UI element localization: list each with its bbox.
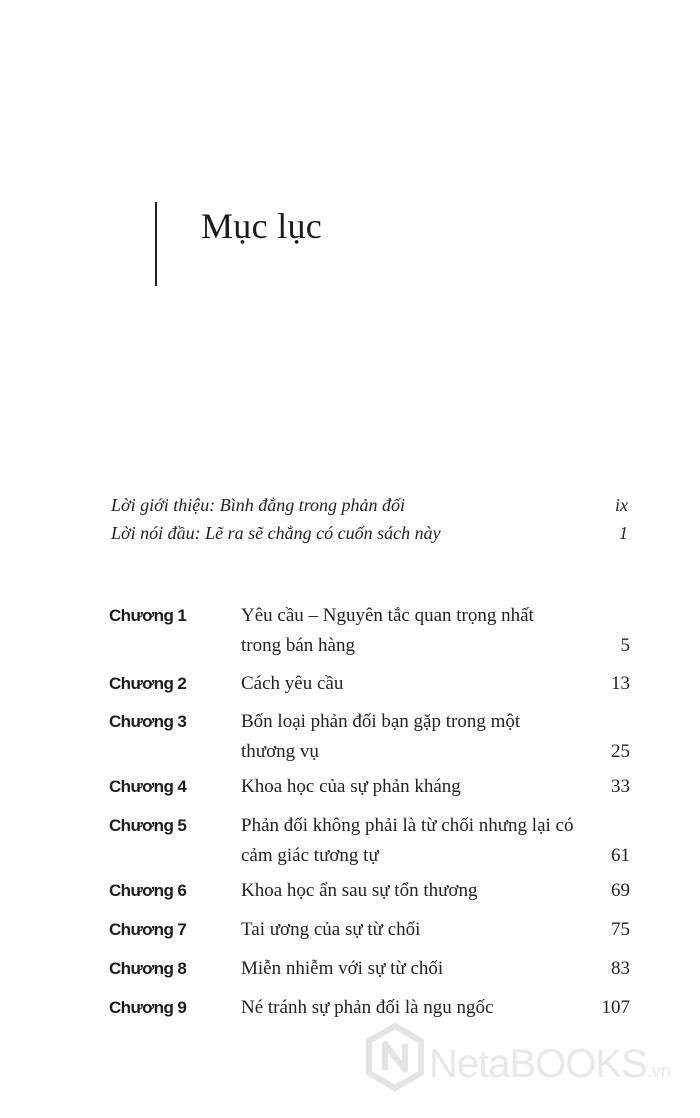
toc-chapter-7 [109, 915, 630, 945]
chapter-label: Chương 5 [109, 816, 187, 835]
toc-chapter-5 [109, 811, 630, 871]
toc-chapter-1 [109, 601, 630, 661]
chapter-title-line: cảm giác tương tự [241, 845, 379, 866]
chapter-title-line: Khoa học ẩn sau sự tổn thương [241, 880, 478, 901]
toc-chapter-3 [109, 707, 630, 767]
chapter-page: 83 [611, 958, 630, 979]
watermark-suffix: .vn [646, 1061, 671, 1081]
chapter-title-line: Yêu cầu – Nguyên tắc quan trọng nhất [241, 605, 534, 626]
chapter-title [241, 811, 591, 871]
front-matter-label: Lời nói đầu: Lẽ ra sẽ chẳng có cuốn sách này [111, 523, 441, 543]
chapter-title-line: Phản đối không phải là từ chối nhưng lại có [241, 815, 574, 836]
chapter-label: Chương 9 [109, 998, 187, 1017]
watermark-brand: NetaBOOKS [429, 1042, 647, 1086]
chapter-title [241, 707, 591, 767]
chapter-title-line: Khoa học của sự phản kháng [241, 776, 461, 797]
chapter-title [241, 601, 591, 661]
chapter-page: 25 [611, 741, 630, 762]
page-title: Mục lục [201, 206, 323, 246]
toc-chapter-6 [109, 876, 630, 906]
watermark-text [429, 1040, 671, 1095]
chapter-page: 61 [611, 845, 630, 866]
chapter-label: Chương 4 [109, 777, 187, 796]
chapter-title [241, 772, 591, 802]
title-vertical-rule [155, 202, 157, 286]
chapter-label: Chương 3 [109, 712, 187, 731]
toc-chapter-2 [109, 669, 630, 699]
chapter-page: 33 [611, 776, 630, 797]
chapter-title-line: Bốn loại phản đối bạn gặp trong một [241, 711, 521, 732]
chapter-title-line: Né tránh sự phản đối là ngu ngốc [241, 997, 494, 1018]
chapter-page: 107 [601, 997, 630, 1018]
front-matter-page: ix [615, 495, 628, 515]
chapter-page: 13 [611, 673, 630, 694]
chapter-title-line: Miễn nhiễm với sự từ chối [241, 958, 444, 979]
chapter-title [241, 993, 591, 1023]
chapter-title [241, 876, 591, 906]
chapter-label: Chương 6 [109, 881, 187, 900]
chapter-label: Chương 1 [109, 606, 187, 625]
chapter-label: Chương 8 [109, 959, 187, 978]
chapter-title [241, 669, 591, 699]
toc-chapter-8 [109, 954, 630, 984]
toc-chapter-4 [109, 772, 630, 802]
chapter-title-line: thương vụ [241, 741, 319, 762]
chapter-title-line: Cách yêu cầu [241, 673, 344, 694]
chapter-title [241, 915, 591, 945]
chapter-page: 69 [611, 880, 630, 901]
chapter-title-line: Tai ương của sự từ chối [241, 919, 421, 940]
toc-chapter-9 [109, 993, 630, 1023]
chapter-page: 5 [620, 635, 630, 656]
chapter-label: Chương 2 [109, 674, 187, 693]
chapter-title [241, 954, 591, 984]
netabooks-watermark [365, 1022, 695, 1112]
front-matter-page: 1 [619, 523, 628, 543]
netabooks-logo-icon [365, 1022, 425, 1092]
front-matter-label: Lời giới thiệu: Bình đẳng trong phản đối [111, 495, 406, 515]
chapter-title-line: trong bán hàng [241, 635, 355, 656]
chapter-page: 75 [611, 919, 630, 940]
chapter-label: Chương 7 [109, 920, 187, 939]
